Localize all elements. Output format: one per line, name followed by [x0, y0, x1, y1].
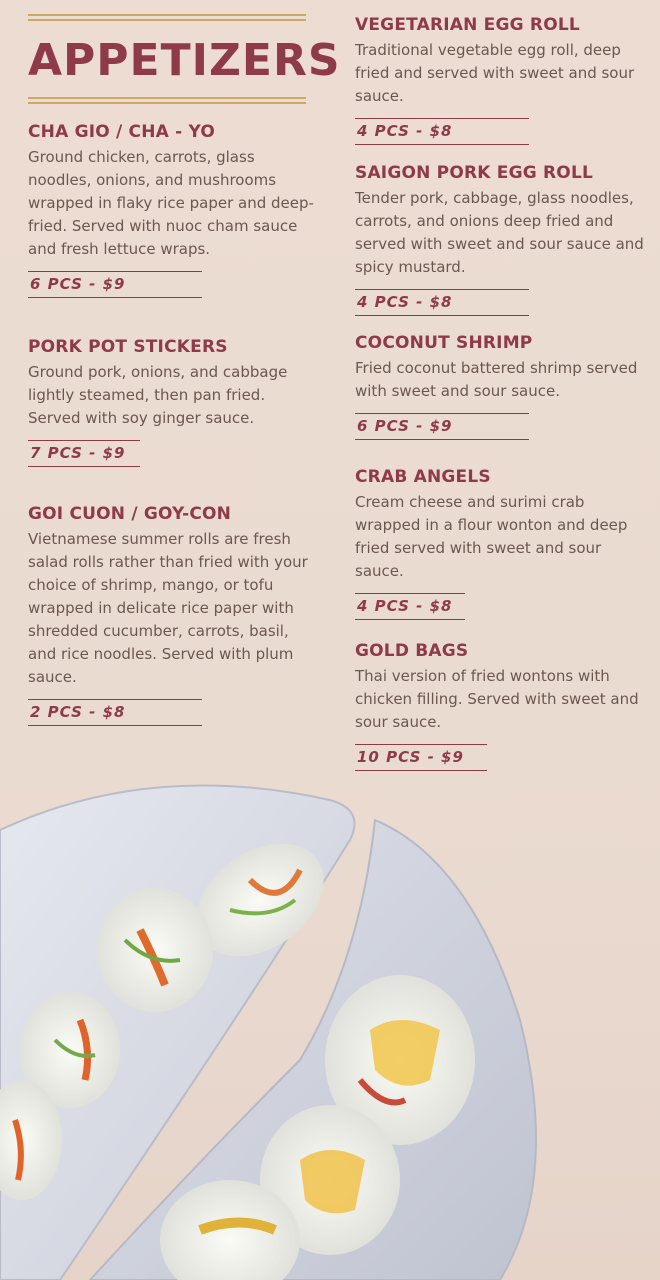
item-description: Fried coconut battered shrimp served with sweet and sour sauce.	[355, 359, 638, 400]
item-name: VEGETARIAN EGG ROLL	[355, 15, 580, 35]
item-name: SAIGON PORK EGG ROLL	[355, 163, 594, 183]
item-price: 4 PCS - $8	[355, 593, 465, 620]
item-description: Ground chicken, carrots, glass noodles, onions, and mushrooms wrapped in flaky rice paper and deep-fried. Served with nuoc cham sauce and fresh lettuce wraps.	[28, 148, 314, 258]
menu-item-coconut-shrimp	[355, 332, 645, 440]
item-price: 6 PCS - $9	[28, 271, 202, 298]
title-bottom-rule	[28, 97, 306, 104]
item-description: Ground pork, onions, and cabbage lightly steamed, then pan fried. Served with soy ginger sauce.	[28, 363, 288, 427]
item-name: PORK POT STICKERS	[28, 337, 228, 357]
menu-item-pork-pot-stickers	[28, 336, 318, 467]
item-name: CHA GIO / CHA - YO	[28, 122, 216, 142]
item-description: Thai version of fried wontons with chicken filling. Served with sweet and sour sauce.	[355, 667, 639, 731]
menu-item-saigon-pork-egg-roll	[355, 162, 645, 316]
item-name: COCONUT SHRIMP	[355, 333, 533, 353]
item-description: Tender pork, cabbage, glass noodles, carrots, and onions deep fried and served with sweet and sour sauce and spicy mustard.	[355, 189, 644, 276]
menu-item-crab-angels	[355, 466, 645, 620]
menu-item-cha-gio	[28, 121, 318, 298]
item-price: 4 PCS - $8	[355, 289, 529, 316]
menu-item-goi-cuon	[28, 503, 318, 726]
summer-rolls-photo	[0, 760, 660, 1280]
item-description: Cream cheese and surimi crab wrapped in a flour wonton and deep fried served with sweet and sour sauce.	[355, 493, 628, 580]
item-price: 6 PCS - $9	[355, 413, 529, 440]
title-block	[28, 14, 341, 104]
item-name: CRAB ANGELS	[355, 467, 491, 487]
item-price: 7 PCS - $9	[28, 440, 140, 467]
item-description: Traditional vegetable egg roll, deep fried and served with sweet and sour sauce.	[355, 41, 635, 105]
item-name: GOLD BAGS	[355, 641, 469, 661]
item-price: 4 PCS - $8	[355, 118, 529, 145]
item-name: GOI CUON / GOY-CON	[28, 504, 232, 524]
item-price: 2 PCS - $8	[28, 699, 202, 726]
menu-item-gold-bags	[355, 640, 645, 771]
menu-item-vegetarian-egg-roll	[355, 14, 645, 145]
item-price: 10 PCS - $9	[355, 744, 487, 771]
title-top-rule	[28, 14, 306, 21]
page-title: APPETIZERS	[28, 35, 341, 86]
item-description: Vietnamese summer rolls are fresh salad rolls rather than fried with your choice of shrimp, mango, or tofu wrapped in delicate rice paper with shredded cucumber, carrots, basil, and rice noodles. Served with plum sauce.	[28, 530, 308, 686]
